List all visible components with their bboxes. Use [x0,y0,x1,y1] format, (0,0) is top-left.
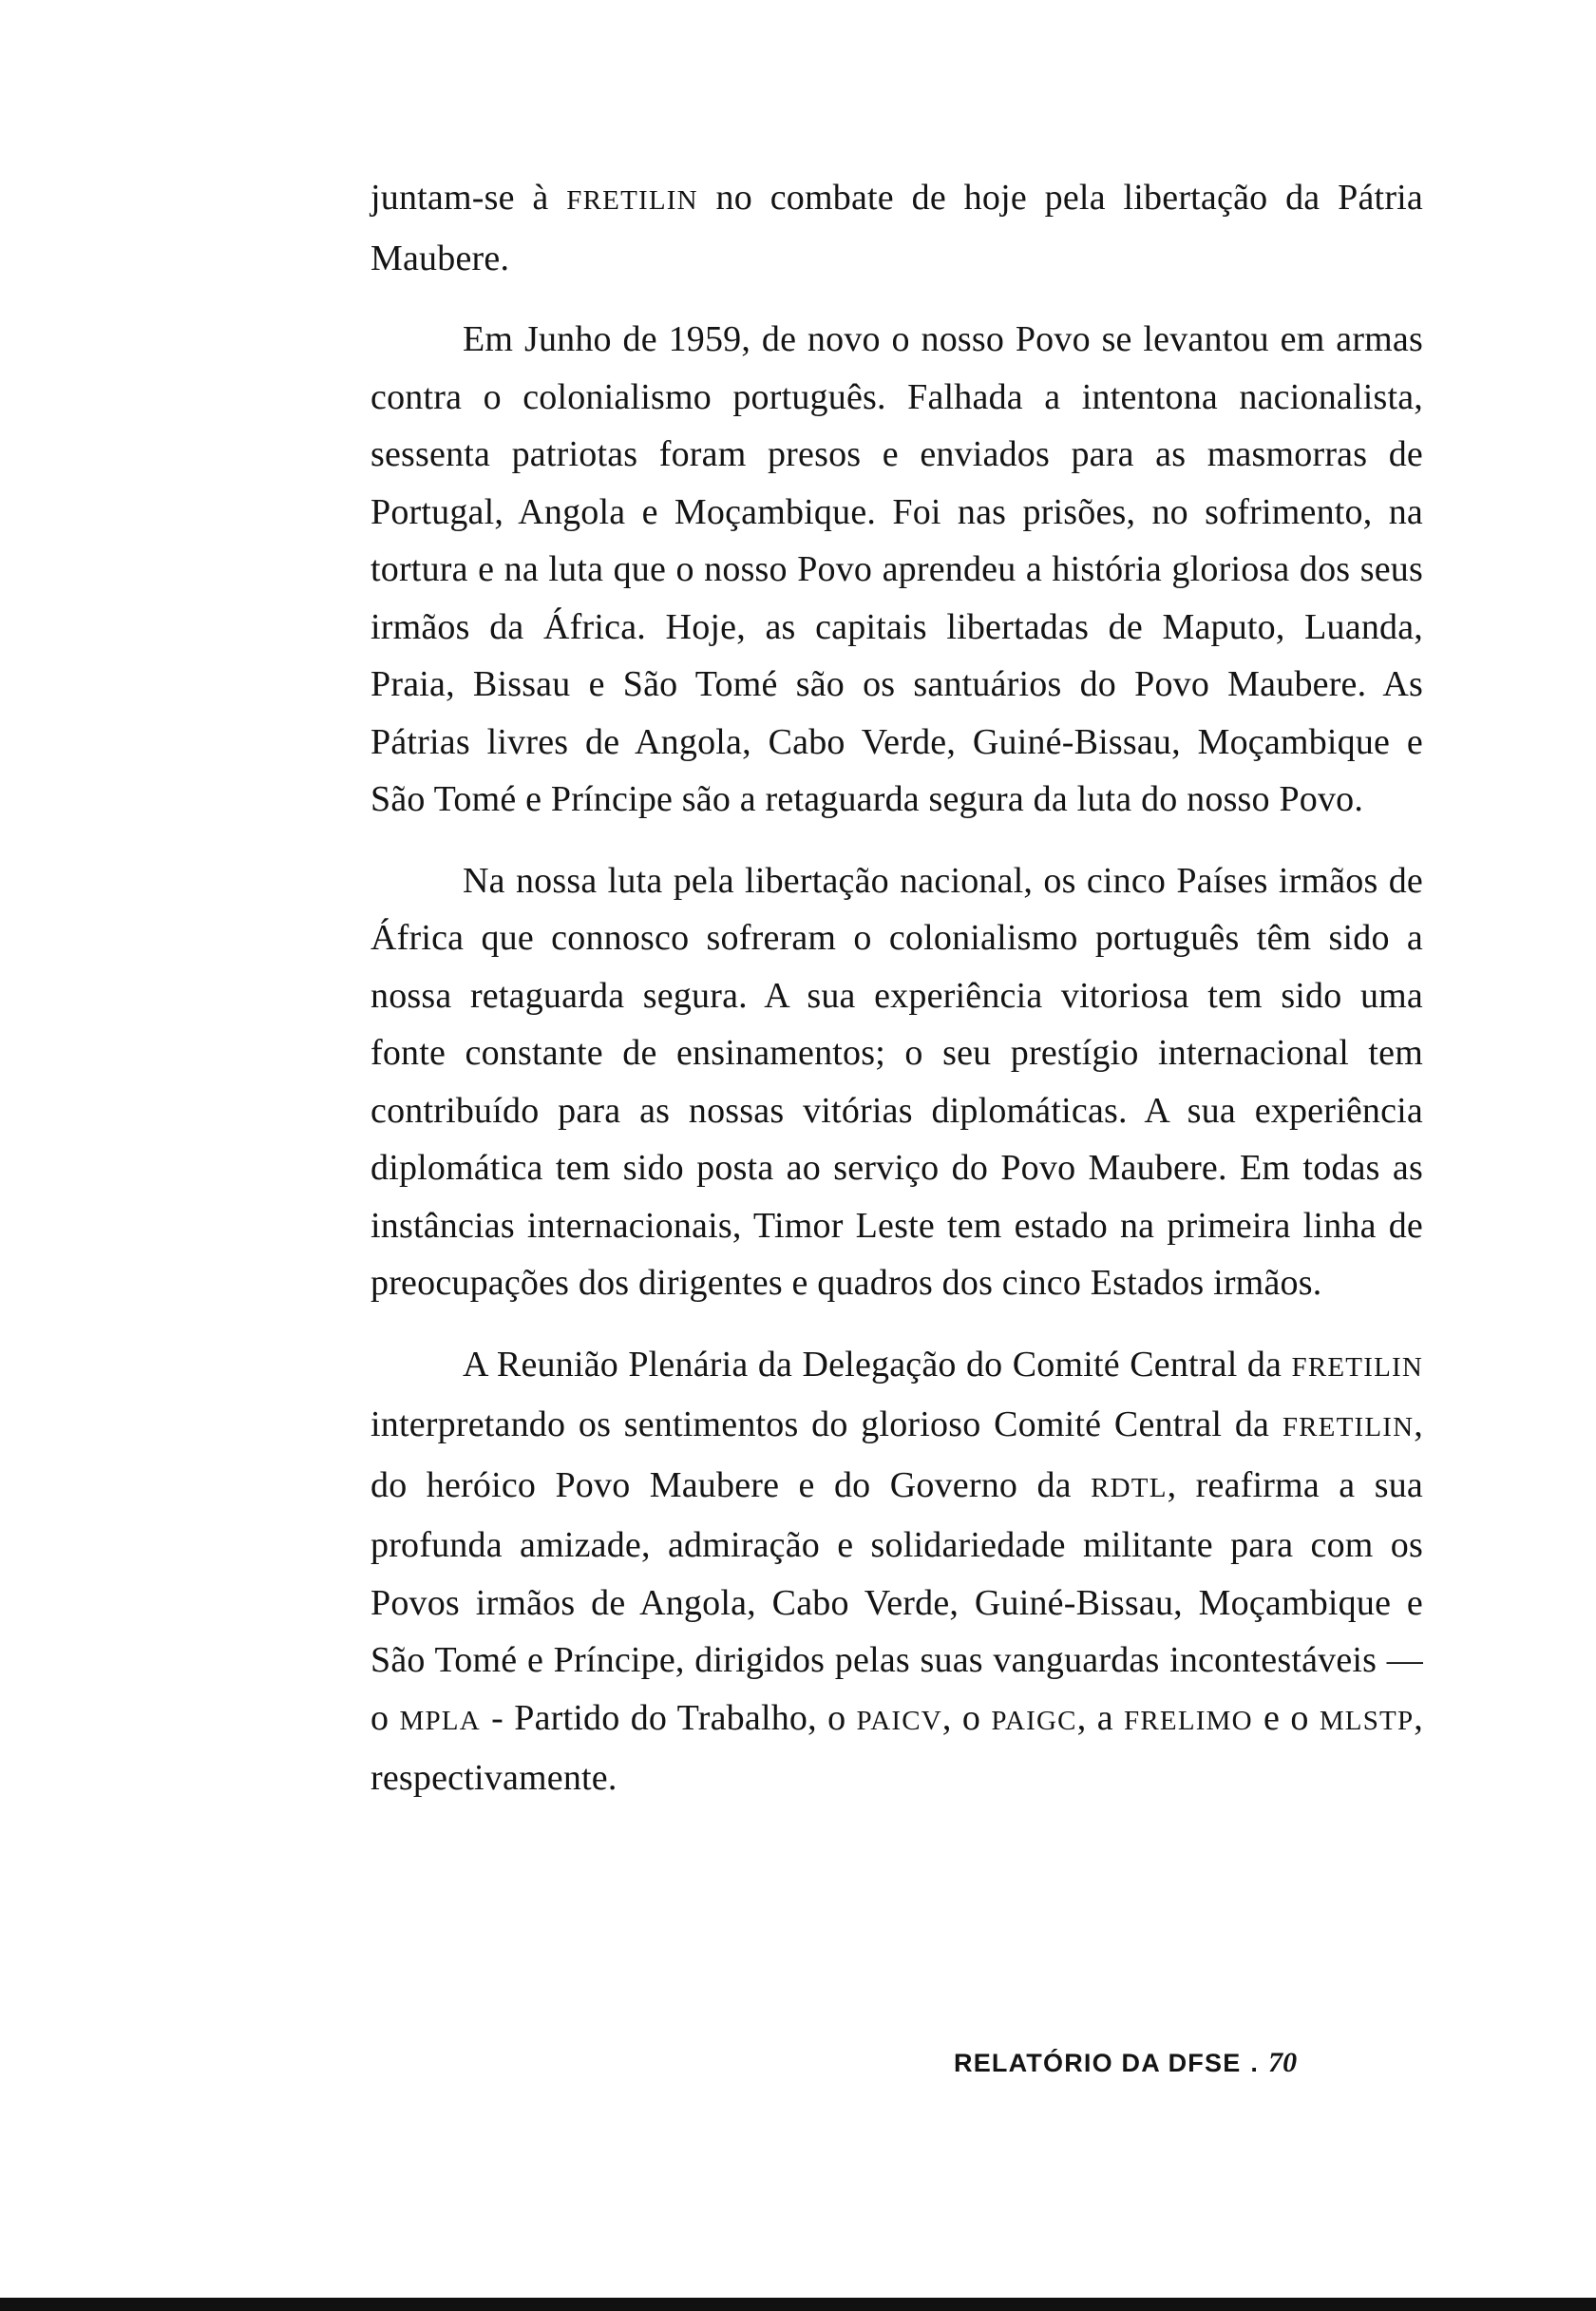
paragraph-3: Na nossa luta pela libertação nacional, os cinco Países irmãos de África que connosco sofreram o colonialismo português têm sido a nossa retaguarda segura. A sua experiência vitoriosa tem sido uma fonte constante de ensinamentos; o seu prestígio internacional tem contribuído para as nossas vitórias diplomáticas. A sua experiência diplomática tem sido posta ao serviço do Povo Maubere. Em todas as instâncias internacionais, Timor Leste tem estado na primeira linha de preocupações dos dirigentes e quadros dos cinco Estados irmãos. [370,860,1423,1303]
paragraph-4-text: - Partido do Trabalho, o [480,1697,857,1738]
paragraph-4-text: interpretando os sentimentos do glorioso Comité Central da [370,1404,1282,1444]
acronym-fretilin: FRETILIN [1282,1412,1415,1442]
acronym-paicv: PAICV [856,1705,942,1736]
acronym-paigc: PAIGC [991,1705,1077,1736]
acronym-frelimo: FRELIMO [1124,1705,1253,1736]
paragraph-4-text-end: , respectivamente. [370,1697,1423,1798]
scan-edge-bar [0,2298,1596,2311]
acronym-mlstp: MLSTP [1319,1705,1415,1736]
acronym-fretilin: FRETILIN [566,185,698,216]
paragraph-4-text: , o [941,1697,992,1738]
acronym-rdtl: RDTL [1091,1472,1168,1503]
running-title: RELATÓRIO DA DFSE [954,2049,1242,2077]
paragraph-1 [370,169,1423,287]
paragraph-4-text: , a [1076,1697,1125,1738]
paragraph-4 [370,1336,1423,1807]
acronym-fretilin: FRETILIN [1291,1351,1423,1383]
paragraph-1-text-end: no combate de hoje pela libertação da Pátria Maubere. [370,178,1423,278]
page-number: 70 [1268,2047,1298,2078]
paragraph-1-text: juntam-se à [370,178,567,218]
paragraph-4-text: A Reunião Plenária da Delegação do Comité Central da [463,1344,1292,1385]
paragraph-4-text: , do heróico Povo Maubere e do Governo da [370,1404,1423,1505]
paragraph-4-text: e o [1252,1697,1320,1738]
page-body [370,169,1423,1807]
page-footer [954,2047,1297,2079]
paragraph-4-text: , reafirma a sua profunda amizade, admiração e solidariedade militante para com os Povos irmãos de Angola, Cabo Verde, Guiné-Bissau, Moçambique e São Tomé e Príncipe, dirigidos pelas suas vanguardas incontestáveis — o [370,1464,1423,1738]
acronym-mpla: MPLA [399,1705,481,1736]
paragraph-2: Em Junho de 1959, de novo o nosso Povo se levantou em armas contra o colonialismo português. Falhada a intentona nacionalista, sessenta patriotas foram presos e enviados para as masmorras de Portugal, Angola e Moçambique. Foi nas prisões, no sofrimento, na tortura e na luta que o nosso Povo aprendeu a história gloriosa dos seus irmãos da África. Hoje, as capitais libertadas de Maputo, Luanda, Praia, Bissau e São Tomé são os santuários do Povo Maubere. As Pátrias livres de Angola, Cabo Verde, Guiné-Bissau, Moçambique e São Tomé e Príncipe são a retaguarda segura da luta do nosso Povo. [370,319,1423,819]
footer-separator: . [1250,2049,1260,2077]
